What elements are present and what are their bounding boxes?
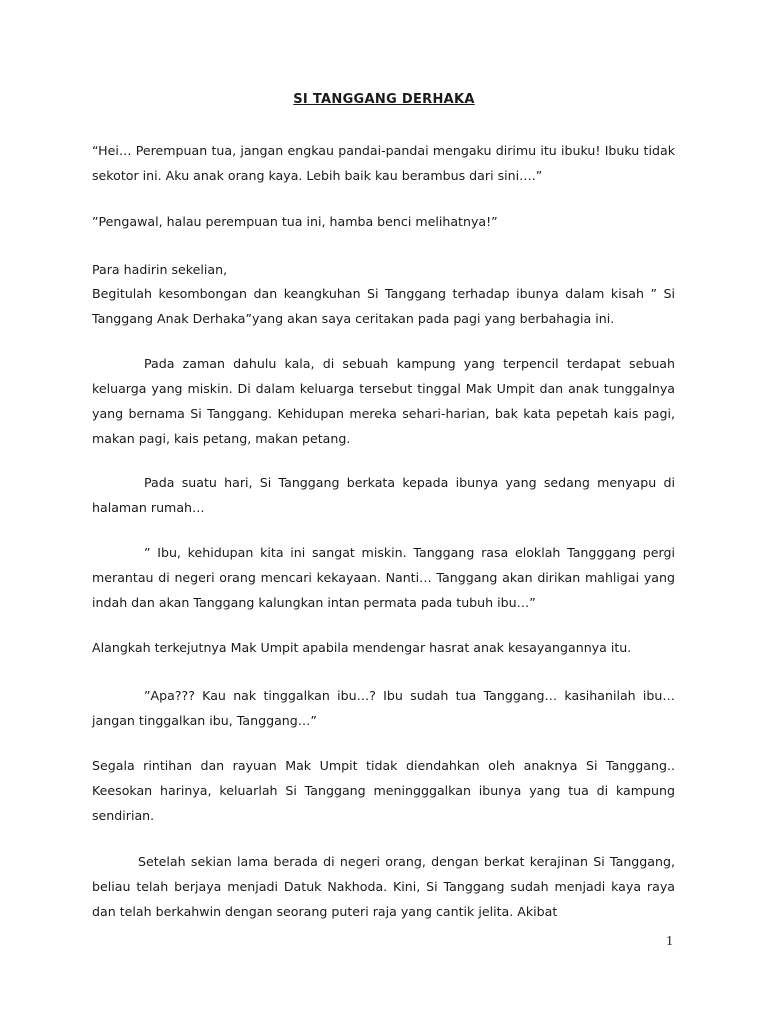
paragraph-7: ” Ibu, kehidupan kita ini sangat miskin. Tanggang rasa eloklah Tangggang pergi merantau di negeri orang mencari kekayaan. Nanti… Tanggang akan dirikan mahligai yang indah dan akan Tanggang kalungkan intan permata pada tubuh ibu…” xyxy=(92,545,675,610)
paragraph-9: ”Apa??? Kau nak tinggalkan ibu…? Ibu sudah tua Tanggang… kasihanilah ibu… jangan tinggalkan ibu, Tanggang…” xyxy=(92,688,675,728)
paragraph-10: Segala rintihan dan rayuan Mak Umpit tidak diendahkan oleh anaknya Si Tanggang.. Keesokan harinya, keluarlah Si Tanggang meningggalkan ibunya yang tua di kampung sendirian. xyxy=(92,758,675,823)
paragraph-5: Pada zaman dahulu kala, di sebuah kampung yang terpencil terdapat sebuah keluarga yang miskin. Di dalam keluarga tersebut tinggal Mak Umpit dan anak tunggalnya yang bernama Si Tanggang. Kehidupan mereka sehari-harian, bak kata pepetah kais pagi, makan pagi, kais petang, makan petang. xyxy=(92,356,675,446)
paragraph-8: Alangkah terkejutnya Mak Umpit apabila mendengar hasrat anak kesayangannya itu. xyxy=(92,640,632,655)
page-number: 1 xyxy=(666,934,673,949)
paragraph-3: Para hadirin sekelian, xyxy=(92,262,228,277)
paragraph-1: “Hei… Perempuan tua, jangan engkau pandai-pandai mengaku dirimu itu ibuku! Ibuku tidak sekotor ini. Aku anak orang kaya. Lebih baik kau berambus dari sini….” xyxy=(92,143,675,183)
paragraph-11: Setelah sekian lama berada di negeri orang, dengan berkat kerajinan Si Tanggang, beliau telah berjaya menjadi Datuk Nakhoda. Kini, Si Tanggang sudah menjadi kaya raya dan telah berkahwin dengan seorang puteri raja yang cantik jelita. Akibat xyxy=(92,854,675,919)
paragraph-2: ”Pengawal, halau perempuan tua ini, hamba benci melihatnya!” xyxy=(92,214,498,229)
paragraph-6: Pada suatu hari, Si Tanggang berkata kepada ibunya yang sedang menyapu di halaman rumah… xyxy=(92,475,675,515)
document-title: SI TANGGANG DERHAKA xyxy=(293,92,475,107)
paragraph-4: Begitulah kesombongan dan keangkuhan Si Tanggang terhadap ibunya dalam kisah ” Si Tanggang Anak Derhaka”yang akan saya ceritakan pada pagi yang berbahagia ini. xyxy=(92,286,675,326)
